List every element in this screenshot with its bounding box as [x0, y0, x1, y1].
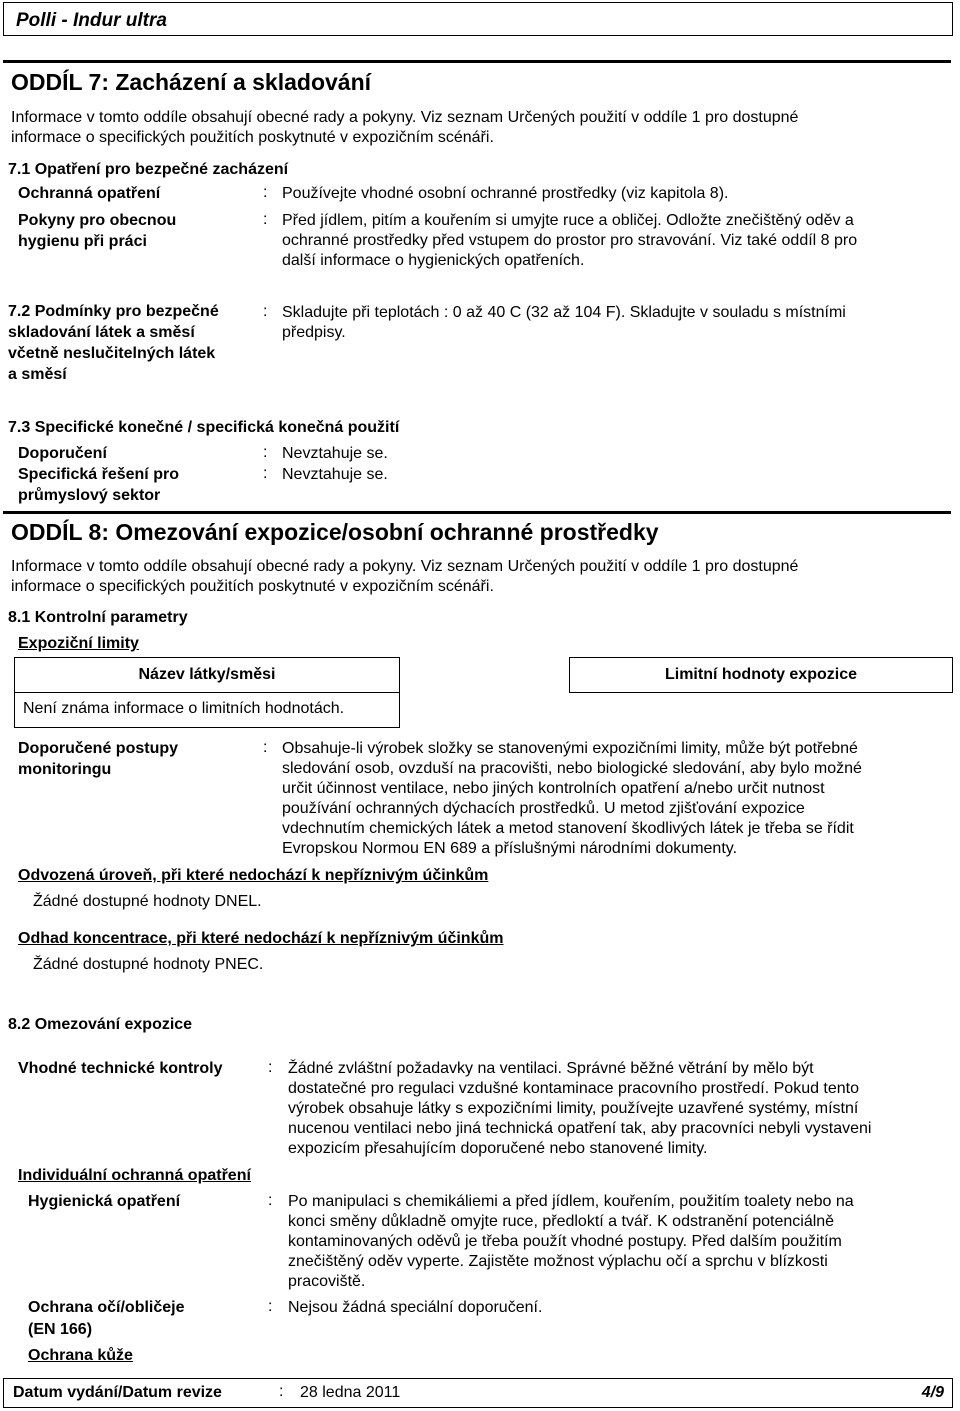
monitoring-line: Obsahuje-li výrobek složky se stanovenými expozičními limity, může být potřebné	[282, 740, 858, 757]
storage-label-line3: včetně neslučitelných látek	[8, 345, 216, 362]
page-footer	[3, 1378, 953, 1408]
engineering-line: nucenou ventilaci nebo jiná technická opatření tak, aby pracovníci nebyli vystaveni	[288, 1120, 872, 1137]
section-7-header	[3, 60, 951, 103]
engineering-line: výrobek obsahuje látky s expozičními limity, používejte uzavřené systémy, místní	[288, 1100, 859, 1117]
hygiene-value-line3: další informace o hygienických opatřeních.	[282, 252, 585, 269]
subsection-8-2-title: 8.2 Omezování expozice	[8, 1016, 193, 1033]
section-7-title: ODDÍL 7: Zacházení a skladování	[11, 69, 372, 95]
section-7-intro-line1: Informace v tomto oddíle obsahují obecné rady a pokyny. Viz seznam Určených použití v oddíle 1 pro dostupné	[11, 109, 799, 126]
storage-value-line2: předpisy.	[282, 324, 346, 341]
hygiene-line: pracoviště.	[288, 1273, 366, 1290]
table-row	[14, 691, 400, 728]
engineering-line: Žádné zvláštní požadavky na ventilaci. Správné běžné větrání by mělo být	[288, 1060, 814, 1077]
storage-label-line4: a směsí	[8, 366, 67, 383]
page-number: 4/9	[921, 1384, 944, 1401]
colon: :	[263, 184, 268, 201]
colon: :	[263, 211, 268, 228]
protective-measures-value: Používejte vhodné osobní ochranné prostředky (viz kapitola 8).	[282, 185, 729, 202]
skin-protection-label: Ochrana kůže	[28, 1347, 133, 1364]
eye-protection-label-line1: Ochrana očí/obličeje	[28, 1299, 185, 1316]
subsection-8-1-title: 8.1 Kontrolní parametry	[8, 609, 188, 626]
section-8-title: ODDÍL 8: Omezování expozice/osobní ochranné prostředky	[11, 519, 659, 545]
hygiene-label-line2: hygienu při práci	[18, 233, 147, 250]
table-header-substance: Název látky/směsi	[138, 666, 276, 683]
monitoring-line: používání ochranných dýchacích prostředků. U metod zjišťování expozice	[282, 800, 805, 817]
colon: :	[263, 465, 268, 482]
hygiene-value-line1: Před jídlem, pitím a kouřením si umyjte ruce a obličej. Odložte znečištěný oděv a	[282, 212, 854, 229]
page-header	[3, 2, 953, 36]
monitoring-line: určit účinnost ventilace, nebo jiných kontrolních opatření a/nebo určit nutnost	[282, 780, 825, 797]
hygiene-line: kontaminovaných oděvů je třeba použít vhodné postupy. Před dalším použitím	[288, 1233, 842, 1250]
pnec-title: Odhad koncentrace, při které nedochází k nepříznivým účinkům	[18, 930, 504, 947]
storage-label-line1: 7.2 Podmínky pro bezpečné	[8, 303, 219, 320]
recommendation-label: Doporučení	[18, 445, 107, 462]
document-title: Polli - Indur ultra	[16, 10, 167, 31]
monitoring-line: Evropskou Normou EN 689 a příslušnými národními dokumenty.	[282, 840, 738, 857]
dnel-title: Odvozená úroveň, při které nedochází k nepříznivým účinkům	[18, 867, 489, 884]
monitoring-label-line2: monitoringu	[18, 761, 112, 778]
colon: :	[268, 1192, 273, 1209]
section-8-intro-line2: informace o specifických použitích poskytnuté v expozičním scénáři.	[11, 578, 494, 595]
colon: :	[263, 739, 268, 756]
storage-label-line2: skladování látek a směsí	[8, 324, 195, 341]
subsection-7-3-title: 7.3 Specifické konečné / specifická konečná použití	[8, 419, 400, 436]
engineering-controls-label: Vhodné technické kontroly	[18, 1060, 223, 1077]
colon: :	[263, 303, 268, 320]
hygiene-line: konci směny důkladně omyjte ruce, předloktí a tvář. K odstranění potenciálně	[288, 1213, 835, 1230]
eye-protection-value: Nejsou žádná speciální doporučení.	[288, 1299, 543, 1316]
colon: :	[268, 1298, 273, 1315]
dnel-value: Žádné dostupné hodnoty DNEL.	[33, 893, 262, 910]
hygiene-value-line2: ochranné prostředky před vstupem do prostor pro stravování. Viz také oddíl 8 pro	[282, 232, 858, 249]
colon: :	[279, 1383, 284, 1400]
monitoring-line: vdechnutím chemických látek a metod stanovení škodlivých látek je třeba se řídit	[282, 820, 854, 837]
exposure-limits-title: Expoziční limity	[18, 635, 139, 652]
engineering-line: dostatečné pro regulaci vzdušné kontaminace pracovního prostředí. Pokud tento	[288, 1080, 860, 1097]
monitoring-line: sledování osob, ovzduší na pracovišti, nebo biologické sledování, aby bylo možné	[282, 760, 862, 777]
section-8-rule	[3, 511, 951, 514]
table-cell-no-limits: Není známa informace o limitních hodnotách.	[23, 700, 345, 717]
hygiene-line: Po manipulaci s chemikáliemi a před jídlem, kouřením, použitím toalety nebo na	[288, 1193, 854, 1210]
hygiene-line: znečištěný oděv vyperte. Zajistěte možnost výplachu očí a sprchu v blízkosti	[288, 1253, 828, 1270]
colon: :	[268, 1059, 273, 1076]
individual-measures-title: Individuální ochranná opatření	[18, 1167, 251, 1184]
section-7-intro-line2: informace o specifických použitích poskytnuté v expozičním scénáři.	[11, 129, 494, 146]
section-8-intro-line1: Informace v tomto oddíle obsahují obecné rady a pokyny. Viz seznam Určených použití v oddíle 1 pro dostupné	[11, 558, 799, 575]
storage-value-line1: Skladujte při teplotách : 0 až 40 C (32 až 104 F). Skladujte v souladu s místními	[282, 304, 846, 321]
table-header-cell	[14, 657, 400, 693]
hygiene-measures-label: Hygienická opatření	[28, 1193, 181, 1210]
protective-measures-label: Ochranná opatření	[18, 185, 161, 202]
industrial-label-line1: Specifická řešení pro	[18, 466, 179, 483]
engineering-line: expozicím přesahujícím doporučené nebo stanovené limity.	[288, 1140, 708, 1157]
industrial-label-line2: průmyslový sektor	[18, 487, 161, 504]
industrial-value: Nevztahuje se.	[282, 466, 388, 483]
eye-protection-label-line2: (EN 166)	[28, 1321, 93, 1338]
table-header-limits: Limitní hodnoty expozice	[664, 666, 857, 683]
revision-date-label: Datum vydání/Datum revize	[13, 1384, 222, 1401]
exposure-limits-table	[14, 657, 952, 727]
subsection-7-1-title: 7.1 Opatření pro bezpečné zacházení	[8, 161, 289, 178]
pnec-value: Žádné dostupné hodnoty PNEC.	[33, 956, 264, 973]
table-header-cell	[569, 657, 953, 693]
monitoring-label-line1: Doporučené postupy	[18, 740, 179, 757]
hygiene-label-line1: Pokyny pro obecnou	[18, 212, 177, 229]
revision-date-value: 28 ledna 2011	[300, 1384, 401, 1401]
colon: :	[263, 444, 268, 461]
recommendation-value: Nevztahuje se.	[282, 445, 388, 462]
